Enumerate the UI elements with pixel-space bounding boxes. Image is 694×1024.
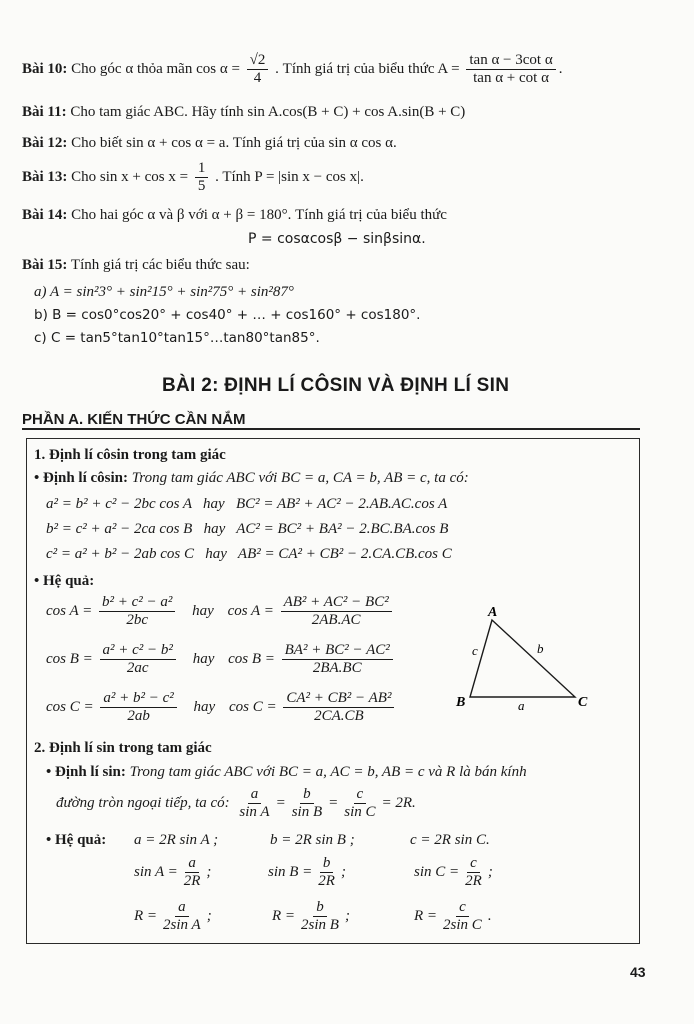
side-b: b: [537, 641, 544, 656]
sinC-row: sin C = $\frac{c}{2R}$ ;: [414, 855, 493, 890]
part-title: PHẦN A. KIẾN THỨC CẦN NẮM: [22, 411, 246, 428]
bai15-c: c) C = tan5°tan10°tan15°…tan80°tan85°.: [34, 330, 320, 346]
vertex-A: A: [488, 605, 498, 620]
bai15-a: a) A = sin²3° + sin²15° + sin²75° + sin²87°: [34, 284, 294, 300]
cosB-row: cos B = $\frac{\text{a² + c² − b²}}{2ac}$ hay cos B = $\frac{\text{BA² + BC² − AC²}}{2BA.BC}$: [46, 642, 396, 678]
cosine-bullet: • Định lí côsin: Trong tam giác ABC với BC = a, CA = b, AB = c, ta có:: [34, 470, 469, 486]
bai10: Bài 10: Cho góc α thỏa mãn cos α = $\frac{√2}{4}$ . Tính giá trị của biểu thức A = $\frac{\text{tan α − 3cot α}}{\text{tan α + cot α}}$ .: [22, 52, 563, 87]
RA-row: R = $\frac{a}{\text{2sin A}}$ ;: [134, 899, 212, 934]
h1: a = 2R sin A ;: [134, 832, 219, 848]
bai11: Bài 11: Cho tam giác ABC. Hãy tính sin A.cos(B + C) + cos A.sin(B + C): [22, 104, 466, 120]
section-title: BÀI 2: ĐỊNH LÍ CÔSIN VÀ ĐỊNH LÍ SIN: [162, 375, 510, 396]
vertex-C: C: [578, 695, 588, 710]
vertex-B: B: [456, 695, 466, 710]
cosine-eq3: c² = a² + b² − 2ab cos C hay AB² = CA² + CB² − 2.CA.CB.cos C: [46, 546, 452, 562]
h3: c = 2R sin C.: [410, 832, 490, 848]
bai10-expr: $\frac{\text{tan α − 3cot α}}{\text{tan α + cot α}}$: [466, 52, 555, 88]
cosA-row: cos A = $\frac{\text{b² + c² − a²}}{2bc}$ hay cos A = $\frac{\text{AB² + AC² − BC²}}{2AB.AC}$: [46, 594, 395, 630]
triangle-diagram: [450, 600, 600, 715]
bai15-b: b) B = cos0°cos20° + cos40° + … + cos160° + cos180°.: [34, 307, 421, 323]
sinA-row: sin A = $\frac{a}{2R}$ ;: [134, 855, 212, 890]
cosC-row: cos C = $\frac{\text{a² + b² − c²}}{2ab}$ hay cos C = $\frac{\text{CA² + CB² − AB²}}{2CA.CB}$: [46, 690, 397, 726]
bai14-formula: P = cosαcosβ − sinβsinα.: [248, 231, 426, 247]
sine-ratio: đường tròn ngoại tiếp, ta có: $\frac{a}{\text{sin A}}$ = $\frac{b}{\text{sin B}}$ = $\frac{c}{\text{sin C}}$ = 2R.: [56, 786, 416, 821]
RC-row: R = $\frac{c}{\text{2sin C}}$ .: [414, 899, 492, 934]
page-number: 43: [630, 964, 646, 980]
cosine-eq1: a² = b² + c² − 2bc cos A hay BC² = AB² + AC² − 2.AB.AC.cos A: [46, 496, 448, 512]
part-rule: [22, 428, 640, 430]
sinB-row: sin B = $\frac{b}{2R}$ ;: [268, 855, 346, 890]
bai10-label: Bài 10:: [22, 61, 68, 78]
cosine-corollary: • Hệ quả:: [34, 573, 95, 589]
side-c: c: [472, 643, 478, 658]
bai12: Bài 12: Cho biết sin α + cos α = a. Tính giá trị của sin α cos α.: [22, 135, 397, 151]
sine-heading: 2. Định lí sin trong tam giác: [34, 740, 212, 756]
side-a: a: [518, 698, 525, 713]
cosine-heading: 1. Định lí côsin trong tam giác: [34, 447, 226, 463]
bai13: Bài 13: Cho sin x + cos x = $\frac{1}{5}$ . Tính P = |sin x − cos x|.: [22, 160, 364, 195]
cosine-eq2: b² = c² + a² − 2ca cos B hay AC² = BC² + BA² − 2.BC.BA.cos B: [46, 521, 449, 537]
bai15: Bài 15: Tính giá trị các biểu thức sau:: [22, 257, 250, 273]
bai14: Bài 14: Cho hai góc α và β với α + β = 180°. Tính giá trị của biểu thức: [22, 207, 447, 223]
sine-bullet: • Định lí sin: Trong tam giác ABC với BC = a, AC = b, AB = c và R là bán kính: [46, 764, 527, 780]
triangle-shape: [470, 620, 575, 697]
h2: b = 2R sin B ;: [270, 832, 355, 848]
RB-row: R = $\frac{b}{\text{2sin B}}$ ;: [272, 899, 350, 934]
bai10-frac: $\frac{√2}{4}$: [247, 52, 269, 88]
sine-corollary: • Hệ quả:: [46, 832, 107, 848]
